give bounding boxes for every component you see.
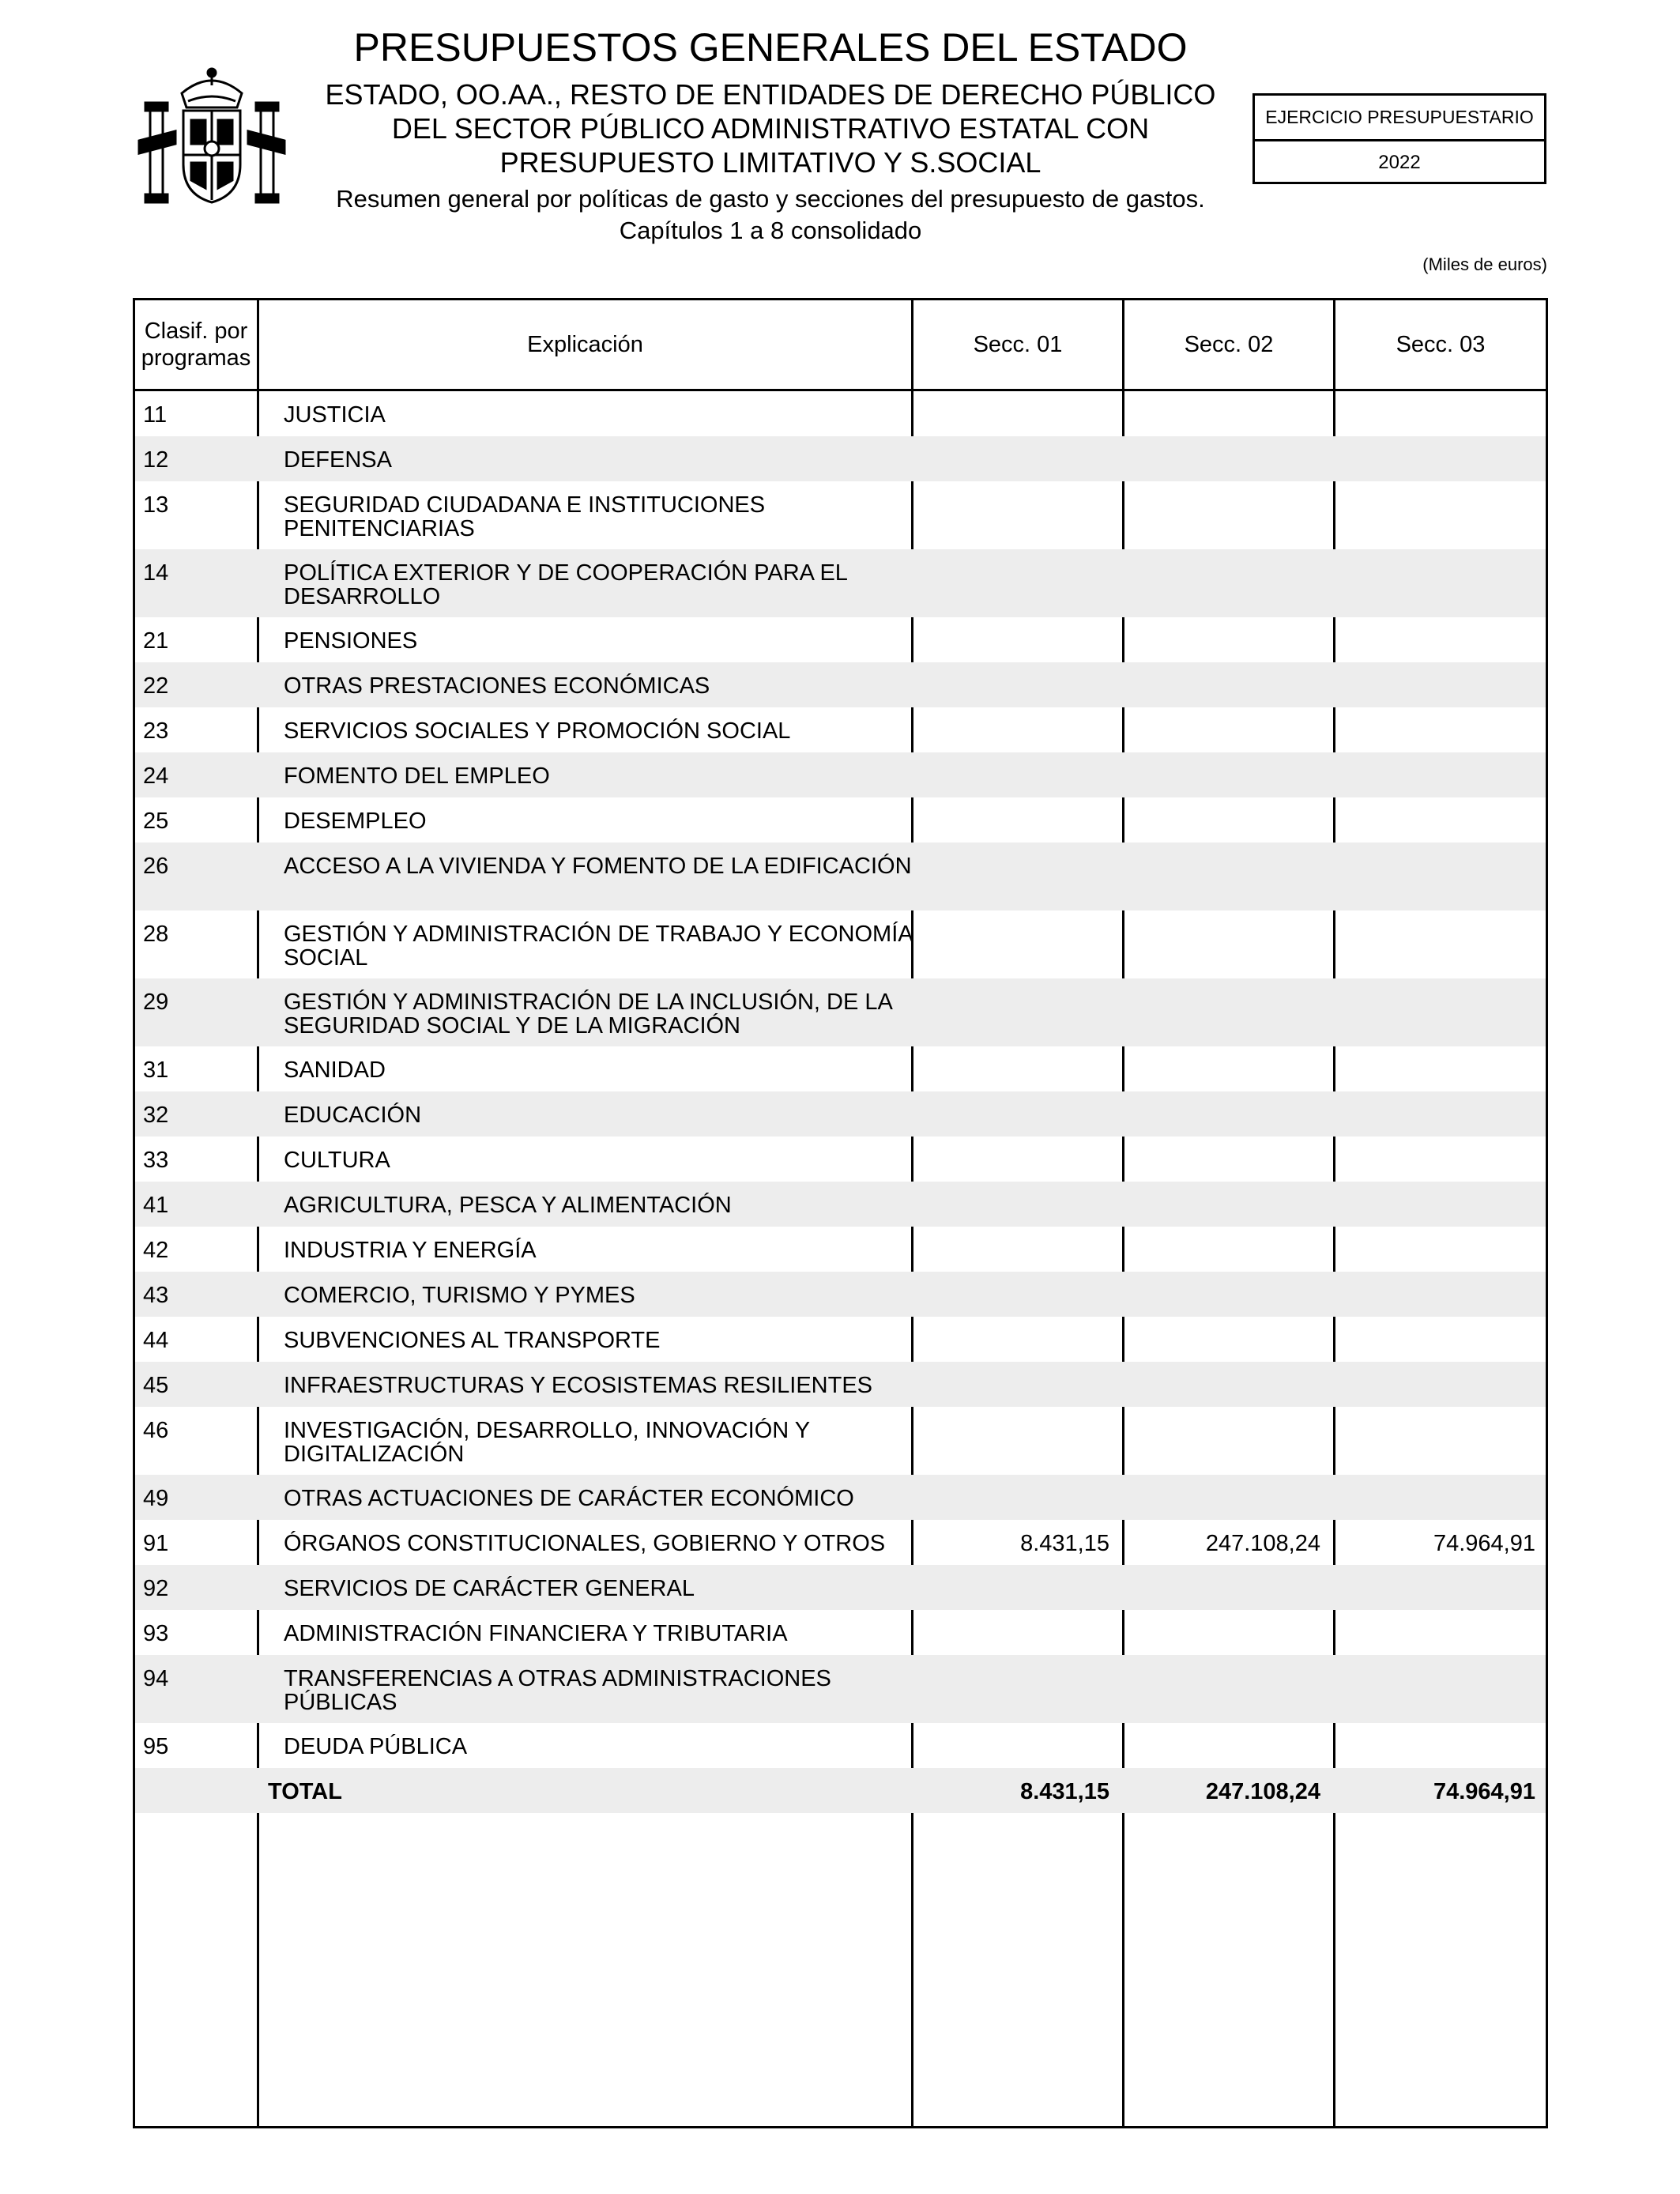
program-label: ADMINISTRACIÓN FINANCIERA Y TRIBUTARIA (284, 1621, 788, 1646)
program-code: 13 (143, 492, 169, 518)
program-code: 33 (143, 1148, 169, 1173)
program-label: OTRAS ACTUACIONES DE CARÁCTER ECONÓMICO (284, 1486, 854, 1511)
exercise-label: EJERCICIO PRESUPUESTARIO (1255, 96, 1544, 141)
table-row (135, 549, 1546, 617)
table-row (135, 662, 1546, 707)
table-row (135, 978, 1546, 1046)
table-row (135, 391, 1546, 436)
program-code: 95 (143, 1734, 169, 1759)
table-row (135, 707, 1546, 752)
program-label: DEFENSA (284, 447, 392, 473)
page-title: PRESUPUESTOS GENERALES DEL ESTADO (353, 25, 1188, 70)
table-row (135, 436, 1546, 481)
secc-03-value: 74.964,91 (1433, 1531, 1535, 1556)
program-label: EDUCACIÓN (284, 1103, 422, 1128)
total-label: TOTAL (268, 1779, 342, 1804)
table-row (135, 1137, 1546, 1182)
program-code: 42 (143, 1238, 169, 1263)
program-code: 91 (143, 1531, 169, 1556)
units-note: (Miles de euros) (1422, 254, 1547, 274)
column-header-explicacion: Explicación (527, 332, 643, 357)
table-row (135, 1362, 1546, 1407)
program-label: INDUSTRIA Y ENERGÍA (284, 1238, 537, 1263)
secc-01-value: 8.431,15 (1020, 1531, 1109, 1556)
program-code: 92 (143, 1576, 169, 1601)
program-label: GESTIÓN Y ADMINISTRACIÓN DE LA INCLUSIÓN, DE LA SEGURIDAD SOCIAL Y DE LA MIGRACIÓN (284, 990, 892, 1039)
table-row (135, 797, 1546, 843)
column-header-secc-01: Secc. 01 (973, 332, 1063, 357)
program-code: 94 (143, 1666, 169, 1691)
description-line: Capítulos 1 a 8 consolidado (619, 217, 922, 244)
program-code: 45 (143, 1373, 169, 1398)
column-header-clasif: Clasif. por programas (141, 319, 251, 371)
table-row (135, 1182, 1546, 1227)
exercise-box (1252, 93, 1546, 184)
table-row (135, 1046, 1546, 1091)
table-row (135, 1091, 1546, 1137)
table-row (135, 617, 1546, 662)
program-label: ÓRGANOS CONSTITUCIONALES, GOBIERNO Y OTROS (284, 1531, 886, 1556)
program-label: AGRICULTURA, PESCA Y ALIMENTACIÓN (284, 1193, 732, 1218)
program-label: SEGURIDAD CIUDADANA E INSTITUCIONES PENITENCIARIAS (284, 492, 766, 541)
column-header-secc-03: Secc. 03 (1396, 332, 1486, 357)
program-code: 25 (143, 809, 169, 834)
table-row (135, 843, 1546, 910)
subtitle-line: PRESUPUESTO LIMITATIVO Y S.SOCIAL (499, 146, 1042, 179)
exercise-year: 2022 (1378, 152, 1421, 173)
program-label: SANIDAD (284, 1057, 386, 1083)
column-header-secc-02: Secc. 02 (1184, 332, 1274, 357)
program-label: DESEMPLEO (284, 809, 427, 834)
coat-of-arms-emblem (133, 62, 291, 220)
program-code: 43 (143, 1283, 169, 1308)
program-code: 93 (143, 1621, 169, 1646)
program-code: 28 (143, 922, 169, 947)
table-row (135, 1565, 1546, 1610)
table-row (135, 752, 1546, 797)
table-row (135, 481, 1546, 549)
table-row (135, 1272, 1546, 1317)
program-code: 26 (143, 854, 169, 879)
program-label: TRANSFERENCIAS A OTRAS ADMINISTRACIONES PÚBLICAS (284, 1666, 831, 1715)
program-label: SERVICIOS DE CARÁCTER GENERAL (284, 1576, 695, 1601)
program-label: GESTIÓN Y ADMINISTRACIÓN DE TRABAJO Y ECONOMÍA SOCIAL (284, 922, 912, 971)
program-label: COMERCIO, TURISMO Y PYMES (284, 1283, 635, 1308)
subtitle-line: DEL SECTOR PÚBLICO ADMINISTRATIVO ESTATAL CON (391, 112, 1150, 145)
table-row (135, 1610, 1546, 1655)
program-code: 31 (143, 1057, 169, 1083)
table-row (135, 1655, 1546, 1723)
program-code: 14 (143, 560, 169, 586)
table-row (135, 1723, 1546, 1768)
program-label: PENSIONES (284, 628, 418, 654)
program-label: DEUDA PÚBLICA (284, 1734, 468, 1759)
table-row (135, 1475, 1546, 1520)
program-label: POLÍTICA EXTERIOR Y DE COOPERACIÓN PARA EL DESARROLLO (284, 560, 847, 609)
program-code: 12 (143, 447, 169, 473)
program-code: 24 (143, 763, 169, 789)
program-code: 46 (143, 1418, 169, 1443)
subtitle-line: ESTADO, OO.AA., RESTO DE ENTIDADES DE DERECHO PÚBLICO (325, 78, 1216, 111)
program-label: OTRAS PRESTACIONES ECONÓMICAS (284, 673, 710, 699)
total-secc-03: 74.964,91 (1433, 1779, 1535, 1804)
total-secc-01: 8.431,15 (1020, 1779, 1109, 1804)
program-label: SERVICIOS SOCIALES Y PROMOCIÓN SOCIAL (284, 718, 791, 744)
table-row (135, 1317, 1546, 1362)
program-code: 21 (143, 628, 169, 654)
total-secc-02: 247.108,24 (1205, 1779, 1320, 1804)
program-code: 29 (143, 990, 169, 1015)
program-code: 32 (143, 1103, 169, 1128)
program-code: 41 (143, 1193, 169, 1218)
program-label: FOMENTO DEL EMPLEO (284, 763, 550, 789)
program-label: INVESTIGACIÓN, DESARROLLO, INNOVACIÓN Y DIGITALIZACIÓN (284, 1418, 810, 1467)
table-row (135, 1227, 1546, 1272)
program-code: 23 (143, 718, 169, 744)
report-description (284, 183, 1256, 247)
table-row (135, 1407, 1546, 1475)
program-code: 49 (143, 1486, 169, 1511)
program-code: 22 (143, 673, 169, 699)
program-label: ACCESO A LA VIVIENDA Y FOMENTO DE LA EDIFICACIÓN (284, 854, 912, 879)
total-row (135, 1768, 1546, 1813)
table-row (135, 910, 1546, 978)
entity-subtitle (284, 77, 1256, 179)
description-line: Resumen general por políticas de gasto y secciones del presupuesto de gastos. (336, 185, 1205, 213)
program-code: 44 (143, 1328, 169, 1353)
secc-02-value: 247.108,24 (1205, 1531, 1320, 1556)
program-label: CULTURA (284, 1148, 390, 1173)
table-row (135, 1520, 1546, 1565)
program-label: SUBVENCIONES AL TRANSPORTE (284, 1328, 661, 1353)
program-label: JUSTICIA (284, 402, 386, 428)
program-label: INFRAESTRUCTURAS Y ECOSISTEMAS RESILIENTES (284, 1373, 873, 1398)
program-code: 11 (143, 402, 168, 428)
